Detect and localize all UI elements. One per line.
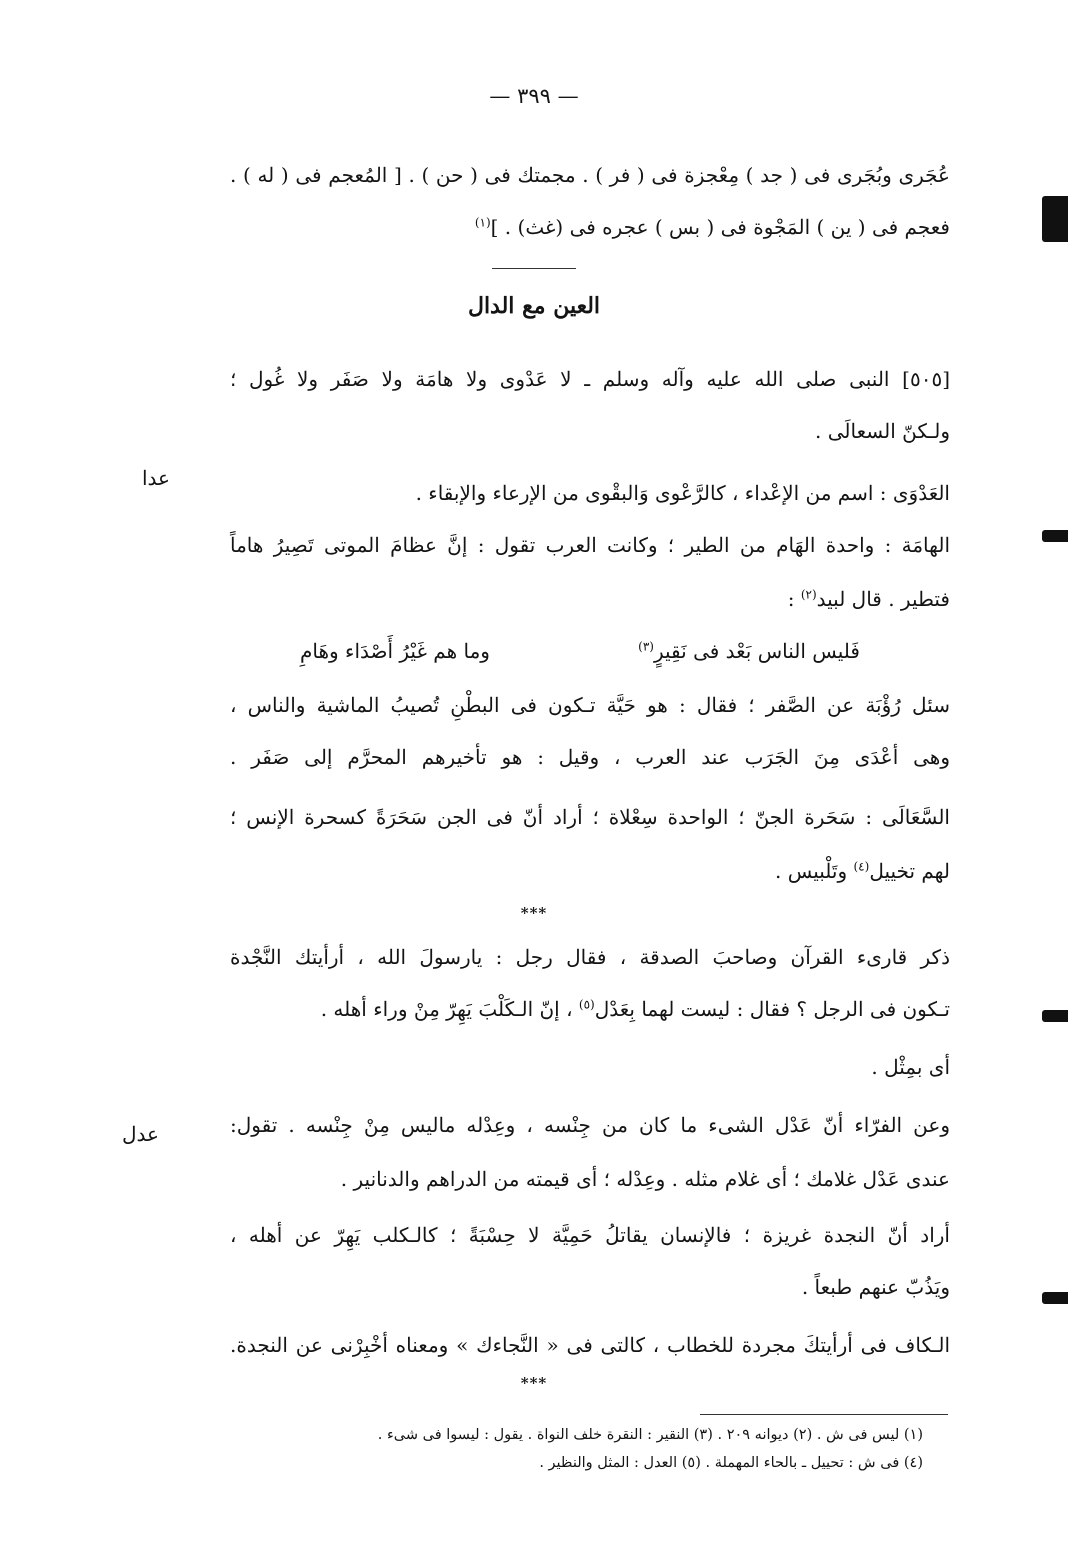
footnote-ref: (٢) (800, 587, 817, 602)
text-fragment: فَليس الناس بَعْد فى نَقِيرٍ (653, 639, 860, 663)
definition-saali: السَّعَالَى : سَحَرة الجنّ ؛ الواحدة سِعْلاة ؛ أراد أنّ فى الجن سَحَرَةً كسحرة الإنس ؛ (230, 805, 950, 829)
hadith-line: ولـكنّ السعالَى . (815, 419, 950, 443)
footnote-ref: (١) (474, 215, 491, 230)
text-fragment: ، إنّ الـكَلْبَ يَهِرّ مِنْ وراء أهله . (320, 997, 579, 1021)
text-fragment: : (787, 587, 801, 611)
footnote-line: (١) ليس فى ش . (٢) ديوانه ٢٠٩ . (٣) النقير : النقرة خلف النواة . يقول : ليسوا فى شىء . (377, 1427, 923, 1443)
definition-gariza: ويَذُبّ عنهم طبعاً . (801, 1275, 950, 1299)
section-title: العين مع الدال (467, 293, 601, 319)
scan-edge-mark (1042, 1010, 1068, 1022)
scan-edge-mark (1042, 196, 1068, 242)
footnote-line: (٤) فى ش : تحييل ـ بالحاء المهملة . (٥) العدل : المثل والنظير . (539, 1455, 923, 1471)
hadith-najda-line (321, 992, 950, 1026)
main-text-body-3 (230, 0, 950, 1551)
definition-kaf: الـكاف فى أرأيتكَ مجردة للخطاب ، كالتى فى « النَّجاءك » ومعناه أخْبِرْنى عن النجدة. (230, 1333, 950, 1357)
text-fragment: فتطير . قال لبيد (816, 587, 950, 611)
footnote-rule (700, 1414, 948, 1415)
definition-safar: وهى أعْدَى مِنَ الجَرَب عند العرب ، وقيل : هو تأخيرهم المحرَّم إلى صَفَر . (230, 745, 950, 769)
gloss-line: أى بمِثْل . (871, 1055, 950, 1079)
margin-root-note: عدا (142, 466, 170, 490)
footnote-ref: (٥) (578, 997, 595, 1012)
definition-adl: وعن الفرّاء أنّ عَدْل الشىء ما كان من جِنْسه ، وعِدْله ماليس مِنْ جِنْسه . تقول: (230, 1113, 950, 1137)
definition-gariza: أراد أنّ النجدة غريزة ؛ فالإنسان يقاتلُ حَمِيَّة لا حِسْبَةً ؛ كالـكلب يَهِرّ عن أهله ، (230, 1223, 950, 1247)
hadith-line: [٥٠٥] النبى صلى الله عليه وآله وسلم ـ لا عَدْوى ولا هامَة ولا صَفَر ولا غُول ؛ (230, 367, 950, 391)
separator-stars: *** (520, 904, 548, 922)
definition-adwa: العَدْوَى : اسم من الإعْداء ، كالرَّعْوى وَالبقْوى من الإرعاء والإبقاء . (415, 481, 950, 505)
definition-hama: الهامَة : واحدة الهَام من الطير ؛ وكانت العرب تقول : إنَّ عظامَ الموتى تَصِيرُ هاماً (230, 533, 950, 557)
text-line: عُجَرى وبُجَرى فى ( جد ) مِعْجزة فى ( فر ) . مجمتك فى ( حن ) . [ المُعجم فى ( له ) . (230, 163, 950, 187)
scan-edge-mark (1042, 530, 1068, 542)
definition-adl: عندى عَدْل غلامك ؛ أى غلام مثله . وعِدْله ؛ أى قيمته من الدراهم والدنانير . (340, 1167, 950, 1191)
text-fragment: تـكون فى الرجل ؟ فقال : ليست لهما بِعَدْل (594, 997, 950, 1021)
margin-root-note: عدل (122, 1122, 159, 1146)
text-fragment: وتَلْبيس . (774, 859, 854, 883)
text-fragment: فعجم فى ( ين ) المَجْوة فى ( بس ) عجره فى (غث) . ] (490, 215, 950, 239)
verse-hemistich-left: وما هم غَيْرُ أَصْدَاء وهَامِ (300, 639, 490, 663)
definition-safar: سئل رُؤْبَة عن الصَّفر ؛ فقال : هو حَيَّة تـكون فى البطْنِ تُصيبُ الماشية والناس ، (230, 693, 950, 717)
scan-edge-mark (1042, 1292, 1068, 1304)
footnote-ref: (٤) (853, 859, 870, 874)
separator-stars: *** (520, 1374, 548, 1392)
hadith-najda-line: ذكر قارىء القرآن وصاحبَ الصدقة ، فقال رجل : يارسولَ الله ، أرأيتك النَّجْدة (230, 945, 950, 969)
text-fragment: لهم تخييل (869, 859, 950, 883)
footnote-ref: (٣) (638, 639, 654, 654)
page-number: — ٣٩٩ — (489, 84, 579, 108)
